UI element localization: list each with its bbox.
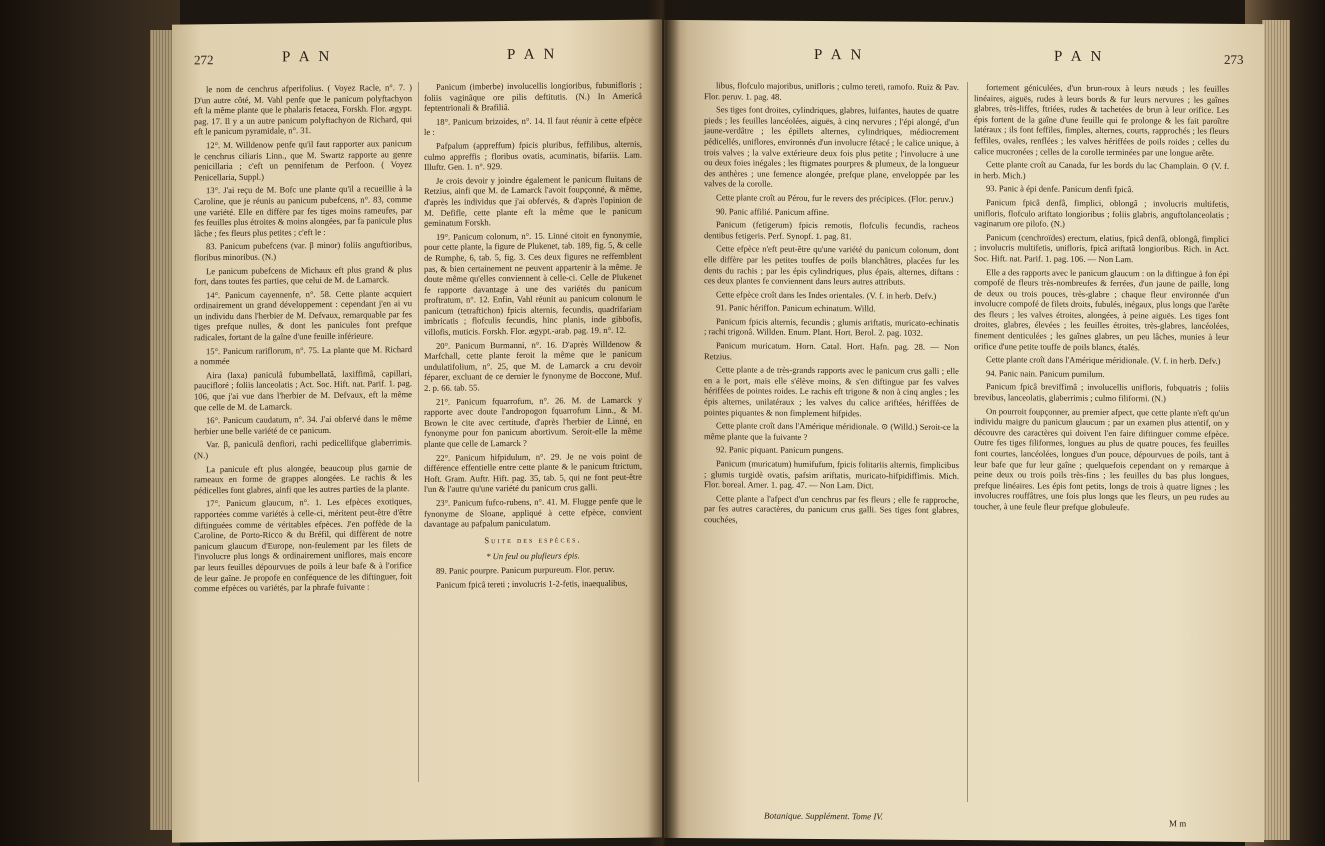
paragraph: Le panicum pubefcens de Michaux eft plus grand & plus fort, dans toutes fes parties, que celui de M. de Lamarck. xyxy=(194,263,412,287)
paragraph: Panicum fpicâ tereti ; involucris 1-2-fetis, inaequalibus, xyxy=(436,577,628,590)
paragraph: 83. Panicum pubefcens (var. β minor) foliis anguftioribus, floribus minoribus. (N.) xyxy=(194,239,412,263)
paragraph: fortement géniculées, d'un brun-roux à leurs nœuds ; les feuilles linéaires, aiguës, rudes à leurs bords & fur leurs nervures ; les gaînes glabres, très-liffes, ftriées, rudes & tachetées de brun à leur orifice. Les épis fortent de la gaîne d'une feuille qui fe prolonge & les fait paroître latéraux ; ils font feffiles, fimples, alternes, courts, rapprochés ; les fleurs feffiles, ovales, renflées ; les valves hériffées de poils roides ; celles du calice mucronées ; celles de la corolle terminées par une longue arête. xyxy=(974,82,1229,158)
paragraph: Aira (laxa) paniculâ fubumbellatâ, laxiffimâ, capillari, paucifloré ; foliis lanceolatis ; Act. Soc. Hift. nat. Parif. 1. pag. 106, que j'ai vue dans l'herbier de M. Defvaux, eft la même que celle de M. de Lamarck. xyxy=(194,367,412,412)
page-number-right: 273 xyxy=(1224,51,1244,67)
paragraph: Elle a des rapports avec le panicum glaucum : on la diftingue à fon épi compofé de fleurs très-nombreufes & ferrées, d'un jaune de paille, long de deux ou trois pouces, très-glabre ; chaque fleur environnée d'un involucre compofé de filets droits, fubulés, inégaux, plus longs que l'arête des fleurs ; les valves étroites, alongées, à peine aiguës. Les tiges font droites, glabres, élevées ; les feuilles étroites, très-glabres, lancéolées, finement denticulées ; les gaînes glabres, un peu lâches, munies à leur orifice d'une petite touffe de poils blancs, étalés. xyxy=(974,266,1229,352)
paragraph: Cette efpèce croît dans les Indes orientales. (V. f. in herb. Defv.) xyxy=(716,288,937,301)
right-col2-paragraphs xyxy=(974,82,1229,513)
paragraph: Panicum (cenchroïdes) erectum, elatius, fpicâ denfâ, oblongâ, fimplici ; involucris multifetis, unifloris, fpicâ ariftatâ longioribus. Rich. in Act. Soc. Hift. nat. Parif. 1. pag. 106. — Non Lam. xyxy=(974,231,1229,265)
running-head-right-col2: P A N xyxy=(1054,48,1105,65)
page-number-left: 272 xyxy=(194,52,214,68)
paragraph: 93. Panic à épi denfe. Panicum denfi fpicâ. xyxy=(986,183,1134,195)
paragraph: Cette plante croît au Pérou, fur le revers des précipices. (Flor. peruv.) xyxy=(716,192,954,204)
paragraph: On pourroit foupçonner, au premier afpect, que cette plante n'eft qu'un individu maigre du panicum glaucum ; par un examen plus attentif, on y découvre des caractères qui doivent l'en faire diftinguer comme efpèce. Outre fes tiges filiformes, longues au plus de quatre pouces, fes feuilles font courtes, lancéolées, longues d'un pouce, dépourvues de poils, tant à leur bafe que fur leur gaîne ; quelquefois cependant on y remarque à peine deux ou trois poils très-fins ; les feuilles du bas plus longues, prefque linéaires. Les épis font petits, longs de trois à quatre lignes ; les involucres rouffâtres, une fois plus longs que les fleurs, un peu rudes au toucher, à une feule fleur prefque globuleufe. xyxy=(974,405,1229,513)
paragraph: Cette plante croît dans l'Amérique méridionale. ⊙ (Willd.) Seroit-ce la même plante que la fuivante ? xyxy=(704,420,959,442)
column-rule-left xyxy=(418,82,419,782)
paragraph: 17°. Panicum glaucum, n°. 1. Les efpèces exotiques, rapportées comme variétés à celle-ci, méritent peut-être d'être diftinguées comme de véritables efpèces. J'en poffède de la Caroline, de Porto-Ricco & du Bréfil, qui diffèrent de notre panicum glaucum d'Europe, non-feulement par les filets de l'involucre plus longs & ordinairement uniflores, mais encore par leurs feuilles dépourvues de poils à leur bafe & à l'orifice de leur gaîne. Je propofe en conféquence de les diftinguer, foit comme efpèces ou variétés, par la phrafe fuivante : xyxy=(194,496,412,594)
paragraph: 12°. M. Willdenow penfe qu'il faut rapporter aux panicum le cenchrus ciliaris Linn., que M. Swartz rapporte au genre penicillaria ; c'eft un pennifetum de Perfoon. ( Voyez Penicellaria, Suppl.) xyxy=(194,138,412,183)
running-head-left-col2: P A N xyxy=(507,46,558,64)
left-page xyxy=(172,19,662,842)
paragraph: 92. Panic piquant. Panicum pungens. xyxy=(716,444,844,456)
paragraph: Panicum muricatum. Horn. Catal. Hort. Hafn. pag. 28. — Non Retzius. xyxy=(704,340,959,362)
paragraph: Pafpalum (appreffum) fpicis pluribus, feffilibus, alternis, culmo appreffis ; floribus ovatis, acuminatis, bifariis. Lam. Illuftr. Gen. 1. n°. 929. xyxy=(424,138,642,173)
paragraph: libus, flofculo majoribus, unifloris ; culmo tereti, ramofo. Ruiz & Pav. Flor. peruv. 1. pag. 48. xyxy=(704,80,959,102)
paragraph: 13°. J'ai reçu de M. Bofc une plante qu'il a recueillie à la Caroline, que je réunis au panicum pubefcens, n°. 83, comme une variété. Elle en diffère par fes tiges moins rameufes, par fes feuilles plus étroites & moins alongées, par fa panicule plus lâche ; fes fleurs plus petites ; c'eft le : xyxy=(194,183,412,239)
paragraph: Ses tiges font droites, cylindriques, glabres, luifantes, hautes de quatre pieds ; les feuilles lancéolées, aiguës, à cinq nervures ; l'épi alongé, d'un jaune-verdâtre ; les épillets alternes, cylindriques, médiocrement pédicellés, uniflores, environnés d'un involucre fétacé ; le calice unique, à trois valves ; la valve extérieure deux fois plus petite ; l'involucre à une ou deux foies inégales ; les ftigmates pourpres & plumeux, de la longueur des anthères ; une femence alongée, prefque plane, enveloppée par les valves de la corolle. xyxy=(704,104,959,190)
paragraph: Panicum (muricatum) humifufum, fpicis folitariis alternis, fimplicibus ; glumis turgidè ovatis, pafsim ariftatis, muricato-hifpidiffimis. Mich. Flor. boreal. Amer. 1. pag. 47. — Non Lam. Dict. xyxy=(704,458,959,491)
running-head-right-col1: P A N xyxy=(814,46,865,64)
column-rule-right xyxy=(967,82,968,802)
page-edges-right xyxy=(1262,20,1290,840)
right-page xyxy=(664,20,1264,842)
paragraph: 19°. Panicum colonum, n°. 15. Linné citoit en fynonymie, pour cette plante, la figure de Plukenet, tab. 189, fig. 5, & celle de Rumphe, 6, tab. 5, fig. 3. Ces deux figures ne reffemblent pas, & bien certainement ne peuvent appartenir à la même. Je doute même qu'elles conviennent à celle-ci. Celle de Plukenet fe rapporte davantage à une des variétés du panicum proftratum, n°. 12. Enfin, Vahl réunit au panicum colonum le panicum (tetraftichon) fpicis alternis, fecundis, quadrifariam imbricatis ; flofculis fecundis, hinc planis, inde gibbofis, villofis, muticis. Forskh. Flor. ægypt.-arab. pag. 19. n°. 12. xyxy=(424,229,642,337)
paragraph: 22°. Panicum hifpidulum, n°. 29. Je ne vois point de différence effentielle entre cette plante & le panicum ftrictum, Hoft. Gram. Auftr. Hift. pag. 35, tab. 5, qui ne font peut-être l'un & l'autre qu'une variété du panicum crus galli. xyxy=(424,450,642,495)
paragraph: 18°. Panicum brizoides, n°. 14. Il faut réunir à cette efpèce le : xyxy=(424,114,642,138)
paragraph: Je crois devoir y joindre également le panicum fluitans de Retzius, ainfi que M. de Lamarck l'avoit foupçonné, & même, d'après les individus que j'ai obfervés, & d'après l'opinion de M. Defifle, cette plante eft la même que le panicum geminatum Forskh. xyxy=(424,173,642,229)
paragraph: Panicum (fetigerum) fpicis remotis, flofculis fecundis, racheos dentibus fetigeris. Perf. Synopf. 1. pag. 81. xyxy=(704,219,959,241)
paragraph: Cette plante a de très-grands rapports avec le panicum crus galli ; elle en a le port, mais elle s'élève moins, & s'en diftingue par fes valves hériffées de pointes roides. Le rachis eft trigone & non à cinq angles ; les épis alternes, unilatéraux ; les valves du calice ariftées, hériffées de pointes piquantes & non fimplement hifpides. xyxy=(704,364,959,418)
paragraph: 94. Panic nain. Panicum pumilum. xyxy=(986,367,1105,379)
paragraph: 21°. Panicum fquarrofum, n°. 26. M. de Lamarck y rapporte avec doute l'andropogon fquarrofum Linn., & M. Brown le cite avec certitude, d'après l'herbier de Linné, en fynonyme pour fon panicum abortivum. Seroit-elle la même plante que celle de Lamarck ? xyxy=(424,394,642,449)
right-col1-paragraphs xyxy=(704,80,959,526)
paragraph: La panicule eft plus alongée, beaucoup plus garnie de rameaux en forme de grappes alongées. Le rachis & les pédicelles font glabres, ainfi que les autres parties de la plante. xyxy=(194,461,412,496)
paragraph: Cette plante croît au Canada, fur les bords du lac Champlain. ⊙ (V. f. in herb. Mich.) xyxy=(974,159,1229,181)
paragraph: Var. β, paniculâ denfiori, rachi pedicellifque glaberrimis. (N.) xyxy=(194,437,412,461)
signature-mark: M m xyxy=(1169,818,1187,829)
left-page-column-1 xyxy=(194,82,412,597)
paragraph: 91. Panic hériffon. Panicum echinatum. Willd. xyxy=(716,302,876,314)
left-col2-end-paragraphs xyxy=(424,564,642,590)
paragraph: 14°. Panicum cayennenfe, n°. 58. Cette plante acquiert ordinairement un grand développement : cependant j'en ai vu un individu dans l'herbier de M. Defvaux, remarquable par fes tiges prefque nulles, & dont les panicules font prefque radicales, fortant de la gaîne d'une feuille inférieure. xyxy=(194,287,412,343)
paragraph: 20°. Panicum Burmanni, n°. 16. D'après Willdenow & Marfchall, cette plante feroit la même que le panicum undulatifolium, n°. 25, que M. de Lamarck a cru devoir féparer, excluant de ce dernier le fynonyme de Boccone, Muf. 2. p. 66. tab. 55. xyxy=(424,338,642,393)
section-title: Suite des espèces. xyxy=(484,534,582,546)
paragraph: Panicum fpicâ breviffimâ ; involucellis unifloris, fubquatris ; foliis brevibus, lanceolatis, glaberrimis ; culmo filiformi. (N.) xyxy=(974,381,1229,404)
paragraph: Cette efpèce n'eft peut-être qu'une variété du panicum colonum, dont elle diffère par les petites touffes de poils blanchâtres, placées fur les dents du rachis ; par les épis cylindriques, plus épais, alternes, diftans : ces deux plantes fe conviennent dans leurs autres attributs. xyxy=(704,243,959,287)
left-col1-paragraphs xyxy=(194,82,412,594)
left-page-column-2 xyxy=(424,80,642,593)
paragraph: 23°. Panicum fufco-rubens, n°. 41. M. Flugge penfe que le fynonyme de Sloane, appliqué à cette efpèce, convient davantage au pafpalum paniculatum. xyxy=(424,495,642,530)
paragraph: 15°. Panicum rariflorum, n°. 75. La plante que M. Richard a nommée xyxy=(194,343,412,367)
paragraph: 89. Panic pourpre. Panicum purpureum. Flor. peruv. xyxy=(436,563,615,576)
paragraph: 16°. Panicum caudatum, n°. 34. J'ai obfervé dans le même herbier une belle variété de ce panicum. xyxy=(194,413,412,437)
paragraph: Panicum (imberbe) involucellis longioribus, fubunifloris ; foliis vaginâque ore pilis deftitutis. (N.) In Americâ feptentrionali & Brafiliâ. xyxy=(424,79,642,114)
paragraph: le nom de cenchrus afperifolius. ( Voyez Racle, n°. 7. ) D'un autre côté, M. Vahl penfe que le panicum polyftachyon eft la même plante que le phalaris fetacea, Forskh. Flor. ægypt. pag. 17. Il y a un autre panicum polyftachyon de Richard, qui eft le panicum pyramidale, n°. 31. xyxy=(194,82,412,137)
right-page-column-1 xyxy=(704,80,959,529)
page-footer: Botanique. Supplément. Tome IV. xyxy=(764,810,883,822)
paragraph: Cette plante a l'afpect d'un cenchrus par fes fleurs ; elle fe rapproche, par fes autres caractères, du panicum crus galli. Ses tiges font glabres, couchées, xyxy=(704,493,959,525)
paragraph: 90. Panic affilié. Panicum affine. xyxy=(716,205,830,217)
paragraph: Panicum fpicis alternis, fecundis ; glumis ariftatis, muricato-echinatis ; rachi trigonâ. Willden. Enum. Plant. Hort. Berol. 2. pag. 1032. xyxy=(704,316,959,339)
book-gutter xyxy=(648,0,680,846)
paragraph: Panicum fpicâ denfâ, fimplici, oblongâ ; involucris multifetis, unifloris, flofculo ariftato longioribus ; foliis glabris, anguftolanceolatis ; vaginarum ore pilofo. (N.) xyxy=(974,197,1229,229)
running-head-left-col1: P A N xyxy=(282,48,333,66)
section-note: * Un feul ou plufieurs épis. xyxy=(486,550,580,562)
right-page-column-2 xyxy=(974,82,1229,516)
paragraph: Cette plante croît dans l'Amérique méridionale. (V. f. in herb. Defv.) xyxy=(986,354,1221,367)
left-col2-paragraphs xyxy=(424,80,642,530)
